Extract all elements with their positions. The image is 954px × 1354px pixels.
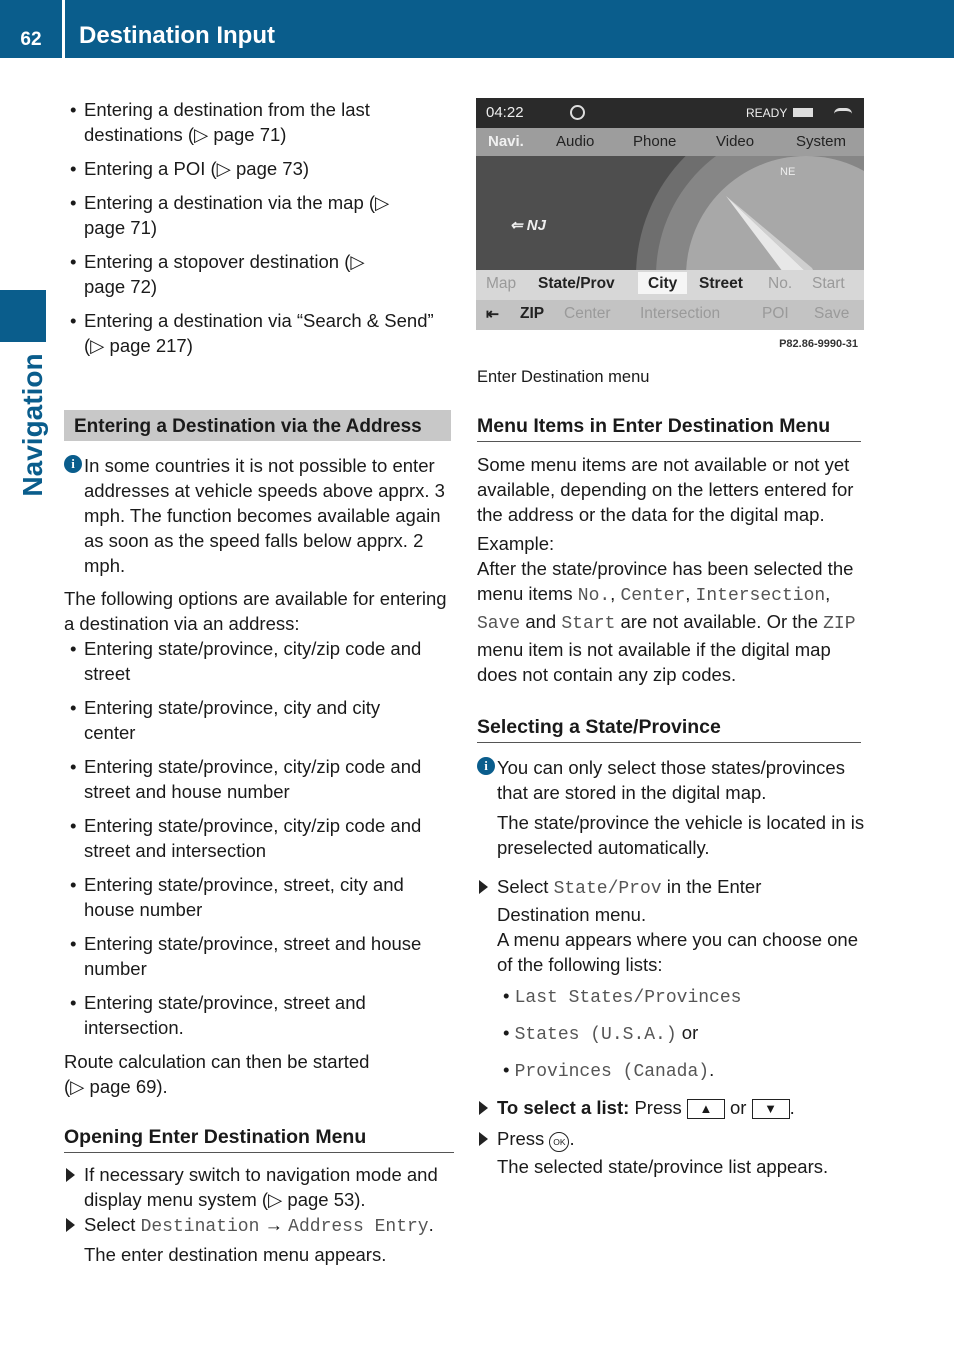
instruction-step: To select a list: Press ▲ or ▼ .	[477, 1095, 867, 1120]
left-column	[64, 97, 454, 1267]
screen-main-menu	[476, 128, 864, 156]
instruction-step: Select Destination → Address Entry. The enter destination menu appears.	[64, 1212, 454, 1267]
destination-menu-row1: Map State/Prov City Street No. Start	[476, 270, 864, 300]
page-header	[0, 0, 954, 58]
page-number: 62	[20, 29, 42, 50]
section-heading: Entering a Destination via the Address	[64, 410, 451, 441]
info-note: i In some countries it is not possible to enter addresses at vehicle speeds above apprx. 3 mph. The function becomes available again as soon as the speed falls below apprx. 2 mph.	[64, 453, 454, 578]
screen-map-area: ⇐ NJ NE	[476, 156, 864, 270]
list-item: • Entering a destination via “Search & Send” (▷ page 217)	[70, 310, 434, 356]
list-item: • Entering a destination via the map (▷ page 71)	[70, 192, 390, 238]
down-key-icon: ▼	[752, 1099, 790, 1119]
destination-menu-row2: ⇤ ZIP Center Intersection POI Save	[476, 300, 864, 330]
subsection-heading: Selecting a State/Province	[477, 715, 861, 743]
chapter-tab-marker	[0, 290, 46, 342]
chapter-tab-label: Navigation	[17, 353, 48, 497]
right-column: Enter Destination menu Menu Items in Enter Destination Menu Some menu items are not available or not yet available, depending on the letters entered for the address or the data for the digital map. Example: After the state/province has been selected the menu items No., Center, Intersection, Save and Start are not available. Or the ZIP menu item is not available if the digital map does not contain any zip codes. Selecting a State/Province i You can only select those states/provinces that are stored in the digital map. The state/province the vehicle is located in is preselected automatically. Select State/Prov in the Enter Destination menu. A menu appears where you can choose one of the following lists: • Last States/Provinces • States (U.S.A.) or • Provinces (Canada). To select a list: Press ▲ or ▼ . Press OK . The selected state/province list appears.	[477, 365, 867, 1179]
list-item: • Provinces (Canada).	[503, 1059, 715, 1082]
ok-button-icon: OK	[549, 1132, 569, 1152]
list-item: • Entering a destination from the last destinations (▷ page 71)	[70, 99, 370, 145]
instruction-step: If necessary switch to navigation mode and display menu system (▷ page 53).	[64, 1162, 454, 1212]
instruction-step: Select State/Prov in the Enter Destination menu. A menu appears where you can choose one of the following lists: • Last States/Provinces • States (U.S.A.) or • Provinces (Canada).	[477, 874, 867, 1085]
list-item: • Entering state/province, city/zip code and street and intersection	[70, 815, 422, 861]
gps-icon	[570, 105, 585, 120]
header-divider	[62, 0, 65, 58]
compass-graphic	[476, 156, 864, 270]
page-title: Destination Input	[79, 22, 275, 49]
step-arrow-icon	[479, 1101, 488, 1115]
list-item: • Entering a POI (▷ page 73)	[70, 158, 310, 179]
menu-audio: Audio	[556, 133, 595, 150]
list-item: • Entering state/province, street and intersection.	[70, 992, 366, 1038]
menu-system: System	[796, 133, 847, 150]
menu-phone: Phone	[633, 133, 677, 150]
comand-screen-image	[476, 98, 864, 358]
list-item: • Entering state/province, city/zip code and street and house number	[70, 756, 422, 802]
list-item: • Last States/Provinces	[503, 985, 742, 1008]
route-calculation-text: Route calculation can then be started (▷ page 69).	[64, 1051, 370, 1097]
info-icon: i	[64, 455, 82, 473]
list-item: • Entering state/province, street and house number	[70, 933, 422, 979]
list-options	[497, 983, 867, 1085]
phone-icon	[834, 108, 852, 118]
options-intro: The following options are available for entering a destination via an address:	[64, 588, 447, 634]
subsection-heading: Menu Items in Enter Destination Menu	[477, 414, 861, 442]
info-icon: i	[477, 757, 495, 775]
bullet-list-address-options	[64, 636, 454, 1040]
back-icon: ⇤	[486, 306, 499, 323]
instruction-step: Press OK . The selected state/province list appears.	[477, 1126, 867, 1179]
subsection-heading: Opening Enter Destination Menu	[64, 1125, 454, 1153]
bullet-list-destination-methods	[64, 97, 454, 358]
step-arrow-icon	[479, 1132, 488, 1146]
step-arrow-icon	[66, 1218, 75, 1232]
list-item: • Entering state/province, city/zip code and street	[70, 638, 422, 684]
map-region-label: ⇐ NJ	[510, 217, 546, 234]
image-caption: Enter Destination menu	[477, 368, 650, 386]
signal-icon	[793, 108, 813, 117]
list-item: • Entering state/province, city and city center	[70, 697, 381, 743]
image-reference: P82.86-9990-31	[779, 338, 858, 350]
list-item: • States (U.S.A.) or	[503, 1022, 699, 1045]
list-item: • Entering a stopover destination (▷ page 72)	[70, 251, 365, 297]
screen-status-bar: 04:22 READY	[476, 98, 864, 128]
info-note: i You can only select those states/provinces that are stored in the digital map. The state/province the vehicle is located in is preselected automatically.	[477, 755, 867, 860]
up-key-icon: ▲	[687, 1099, 725, 1119]
list-item: • Entering state/province, street, city and house number	[70, 874, 404, 920]
example-paragraph: After the state/province has been selected the menu items No., Center, Intersection, Save and Start are not available. Or the ZIP menu item is not available if the digital map does not contain any zip codes.	[477, 558, 856, 685]
menu-navi: Navi.	[488, 133, 524, 150]
step-arrow-icon	[66, 1168, 75, 1182]
step-arrow-icon	[479, 880, 488, 894]
menu-video: Video	[716, 133, 755, 150]
